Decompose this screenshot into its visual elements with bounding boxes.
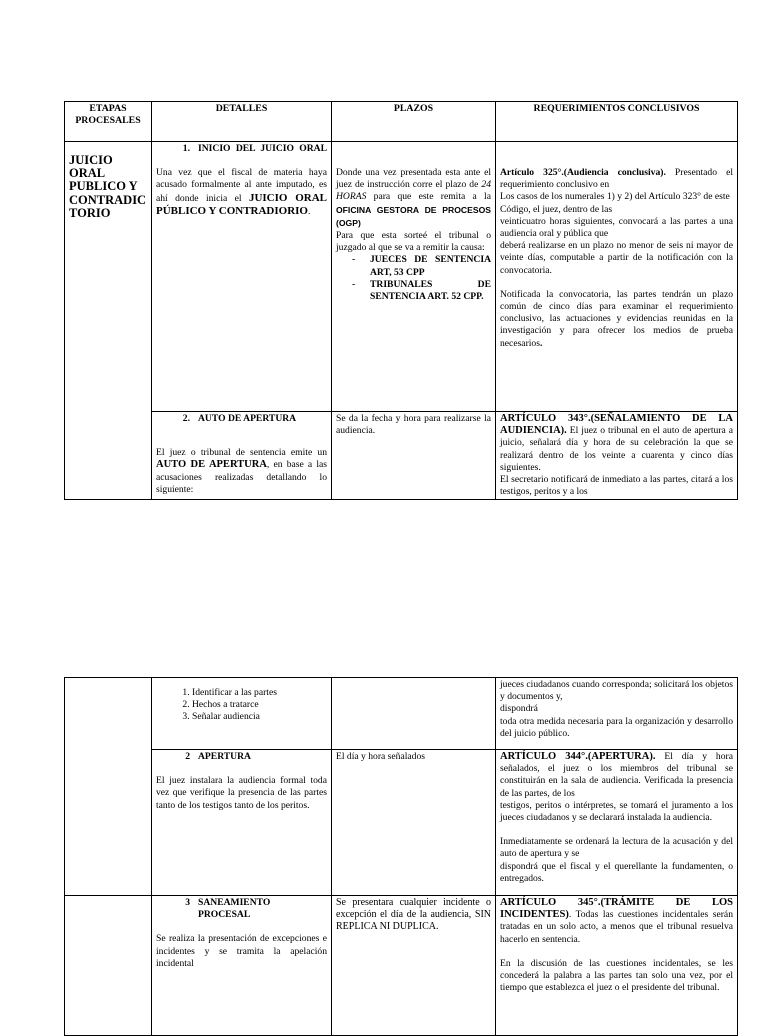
header-requerimientos: REQUERIMIENTOS CONCLUSIVOS [496,102,738,142]
list-item: - TRIBUNALES DE SENTENCIA ART. 52 CPP. [352,278,491,303]
plazo-cell [332,678,496,750]
plazo-italic: 24 HORAS [336,179,491,203]
requirement-paragraph: ARTÍCULO 344°.(APERTURA). El día y hora señalados, el juez o los miembros del tribunal se constituirán en la sala de audiencia. Verificada la presencia de las partes, de los [500,751,733,799]
article-345: ARTÍCULO 345°.(TRÁMITE DE LOS INCIDENTES) [500,897,733,921]
detail-end: . [307,205,311,217]
step-title [156,897,327,921]
list-item: 3. Señalar audiencia [192,711,327,723]
req-line: jueces ciudadanos cuando corresponda; solicitará los objetos y documentos y, [500,679,733,703]
requirement-paragraph: Artículo 325°.(Audiencia conclusiva). Presentado el requerimiento conclusivo en [500,167,733,191]
requirement-paragraph-2: Notificada la convocatoria, las partes tendrán un plazo común de cinco días para examinar el requerimiento conclusivo, las actuaciones y evidencias reunidas en la investigación y para ofrecer los medios de prueba necesarios. [500,288,733,349]
step-number: 1. [182,143,190,154]
list-item: 1. Identificar a las partes [192,687,327,699]
table-row [65,142,738,412]
req-line: Los casos de los numerales 1) y 2) del Artículo 323° de este Código, el juez, dentro de las [500,191,730,215]
detail-paragraph: Se realiza la presentación de excepciones e incidentes y se tramita la apelación incidental [156,933,327,969]
step-number: 2. [182,413,190,424]
requirement-cell [496,896,738,1036]
step-title-text: APERTURA [198,751,251,762]
table-row [65,412,738,500]
list-item: - JUECES DE SENTENCIA ART, 53 CPP [352,254,491,278]
req-line: toda otra medida necesaria para la organización y desarrollo del juicio público. [500,715,733,739]
req-line: El secretario notificará de inmediato a las partes, citará a los testigos, peritos y a los [500,474,733,498]
step-title-text: SANEAMIENTO PROCESAL [198,897,271,921]
detail-bold: JUICIO ORAL PÚBLICO Y CONTRADIORIO [156,191,327,217]
plazo-text-c: Para que esta sorteé el tribunal o juzgado al que se va a remitir la causa: [336,230,491,254]
article-344: ARTÍCULO 344°.(APERTURA). [500,751,656,762]
detail-cell [152,750,332,896]
items-list [156,687,327,724]
court-list [336,254,491,303]
plazo-text-b: para que este remita a la [373,191,491,203]
requirement-cell [496,142,738,412]
step-title [156,751,327,763]
detail-cell [152,678,332,750]
step-title-text: INICIO DEL JUICIO ORAL [198,143,327,154]
plazo-cell [332,142,496,412]
table-header-row [65,102,738,142]
article-325: Artículo 325°.(Audiencia conclusiva). [500,167,666,178]
table-row [65,678,738,750]
step-title [156,143,327,155]
step-number: 2 [185,751,190,762]
stage-cell [65,678,152,896]
req-line: En la discusión de las cuestiones incidentales, se les concederá la palabra a las partes tan solo una vez, por el tiempo que establezca el juez o el presidente del tribunal. [500,957,733,994]
step-number: 3 [185,897,190,908]
req-line: dispondrá que el fiscal y el querellante la fundamenten, o entregados. [500,860,733,884]
detail-cell [152,142,332,412]
req-line: veinticuatro horas siguientes, convocará a las partes a una audiencia oral y pública que [500,215,733,240]
plazo-cell: El día y hora señalados [332,750,496,896]
detail-text: Una vez que el fiscal de materia haya acusado formalmente al ante imputado, es ahí donde inicia el [156,167,327,204]
plazo-ogp: OFICINA GESTORA DE PROCESOS (OGP) [336,204,491,228]
requirement-paragraph: ARTÍCULO 345°.(TRÁMITE DE LOS INCIDENTES). Todas las cuestiones incidentales serán tratadas en un solo acto, a menos que el tribunal resuelva hacerlo en sentencia. [500,897,733,945]
requirement-cell [496,750,738,896]
header-detalles: DETALLES [152,102,332,142]
detail-paragraph: El juez o tribunal de sentencia emite un AUTO DE APERTURA, en base a las acusaciones realizadas detallando lo siguiente: [156,447,327,495]
stage-cell [65,896,152,1036]
header-plazos: PLAZOS [332,102,496,142]
req-line: deberá realizarse en un plazo no menor de seis ni mayor de veinte días, computable a partir de la notificación con la convocatoria. [500,240,733,276]
step-title-text: AUTO DE APERTURA [198,413,297,424]
detail-paragraph: El juez instalara la audiencia formal toda vez que verifique la presencia de las partes tanto de los testigos tanto de los peritos. [156,775,327,811]
stage-cell: JUICIO ORAL PUBLICO Y CONTRADIC TORIO [65,142,152,500]
procedural-table-1 [64,101,738,500]
requirement-paragraph: ARTÍCULO 343°.(SEÑALAMIENTO DE LA AUDIENCIA). El juez o tribunal en el auto de apertura a juicio, señalará día y hora de su celebración la que se realizará dentro de los veinte a cuarenta y cinco días siguientes. [500,413,733,473]
procedural-table-2 [64,677,738,1036]
requirement-cell [496,678,738,750]
plazo-cell: Se presentara cualquier incidente o excepción el día de la audiencia, SIN REPLICA NI DUPLICA. [332,896,496,1036]
detail-cell [152,896,332,1036]
detail-cell [152,412,332,500]
req-line: testigos, peritos o intérpretes, se tomará el juramento a los jueces ciudadanos y se declarará instalada la audiencia. [500,799,733,824]
req-line: Inmediatamente se ordenará la lectura de la acusación y del auto de apertura y se [500,836,733,860]
table-row [65,750,738,896]
table-row [65,896,738,1036]
plazo-cell: Se da la fecha y hora para realizarse la audiencia. [332,412,496,500]
list-item: 2. Hechos a tratarce [192,699,327,711]
article-343: ARTÍCULO 343°.(SEÑALAMIENTO DE LA AUDIENCIA). [500,413,733,437]
plazo-paragraph [336,167,491,230]
step-title [156,413,327,425]
plazo-text: Donde una vez presentada esta ante el juez de instrucción corre el plazo de [336,167,491,191]
requirement-cell [496,412,738,500]
header-etapas: ETAPAS PROCESALES [65,102,152,142]
detail-paragraph [156,167,327,218]
req-line: dispondrá [500,703,538,715]
